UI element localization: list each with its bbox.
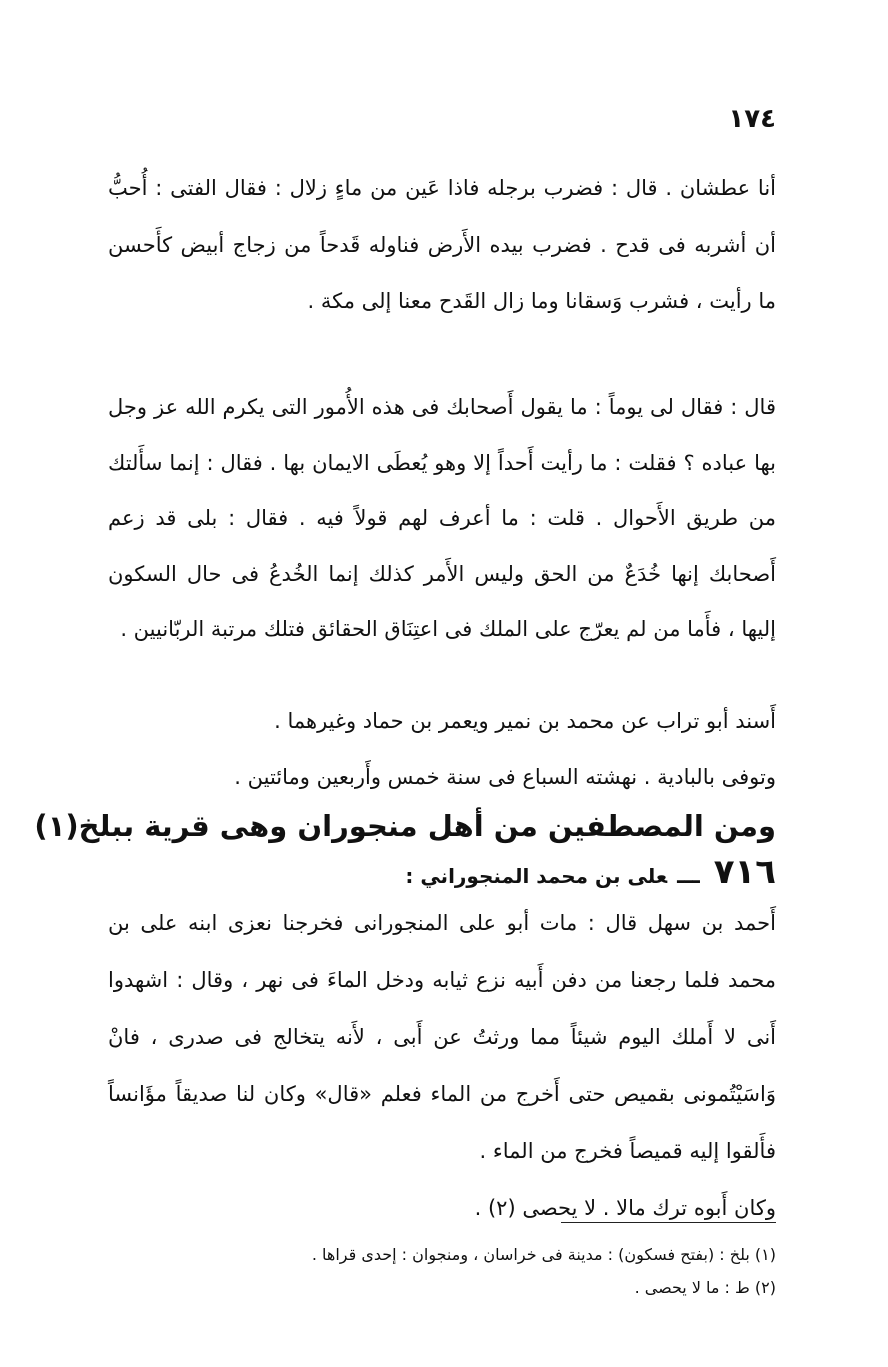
footnote-divider xyxy=(561,1222,776,1223)
footnote-2: (٢) ط : ما لا يحصى . xyxy=(634,1278,776,1297)
paragraph-3 xyxy=(108,693,776,805)
paragraph-1-text: أنا عطشان . قال : فضرب برجله فاذا عَين من ماءٍ زلال : فقال الفتى : أُحبُّ أن أشربه فى قدح . فضرب بيده الأَرض فناوله قَدحاً من زجاج أبيض كأَحسن ما رأيت ، فشرب وَسقانا وما زال القَدح معنا إلى مكة . xyxy=(108,176,776,313)
entry-dash: ـــ xyxy=(677,864,700,889)
paragraph-3-line-1: أَسند أبو تراب عن محمد بن نمير ويعمر بن حماد وغيرهما . xyxy=(274,709,776,733)
paragraph-2 xyxy=(108,380,776,658)
paragraph-4 xyxy=(108,895,776,1237)
entry-number: ٧١٦ xyxy=(713,852,776,892)
paragraph-4-text: أَحمد بن سهل قال : مات أبو على المنجورانى فخرجنا نعزى ابنه على بن محمد فلما رجعنا من دفن أَبيه نزع ثيابه ودخل الماءَ فى نهر ، وقال : اشهدوا أَنى لا أَملك اليوم شيئاً مما ورثتُ عن أَبى ، لأَنه يتخالج فى صدرى ، فانْ وَاسَيْتُمونى بقميص حتى أَخرج من الماء فعلم «قال» وكان لنا صديقاً مؤَانساً فأَلقوا إليه قميصاً فخرج من الماء . xyxy=(108,911,776,1163)
entry-name: على بن محمد المنجوراني : xyxy=(405,864,668,888)
entry-heading xyxy=(108,850,776,900)
paragraph-4-last-line: وكان أَبوه ترك مالا . لا يحصى (٢) . xyxy=(474,1196,776,1220)
section-heading: ومن المصطفين من أهل منجوران وهى قرية ببلخ(١) xyxy=(34,809,776,843)
paragraph-2-text: قال : فقال لى يوماً : ما يقول أَصحابك فى هذه الأُمور التى يكرم الله عز وجل بها عباده ؟ فقلت : ما رأيت أَحداً إلا وهو يُعطَى الايمان بها . فقال : إنما سأَلتك من طريق الأَحوال . قلت : ما أعرف لهم قولاً فيه . فقال : بلى قد زعم أَصحابك إنها خُدَعٌ من الحق وليس الأَمر كذلك إنما الخُدعُ فى حال السكون إليها ، فأَما من لم يعرّج على الملك فى اعتِنَاق الحقائق فتلك مرتبة الربّانيين . xyxy=(108,395,776,641)
footnote-1: (١) بلخ : (بفتح فسكون) : مدينة فى خراسان ، ومنجوان : إحدى قراها . xyxy=(311,1245,776,1264)
footnotes xyxy=(108,1238,776,1304)
paragraph-1 xyxy=(108,160,776,330)
page-number: ١٧٤ xyxy=(728,104,776,134)
paragraph-3-line-2: وتوفى بالبادية . نهشته السباع فى سنة خمس وأَربعين ومائتين . xyxy=(234,765,776,789)
